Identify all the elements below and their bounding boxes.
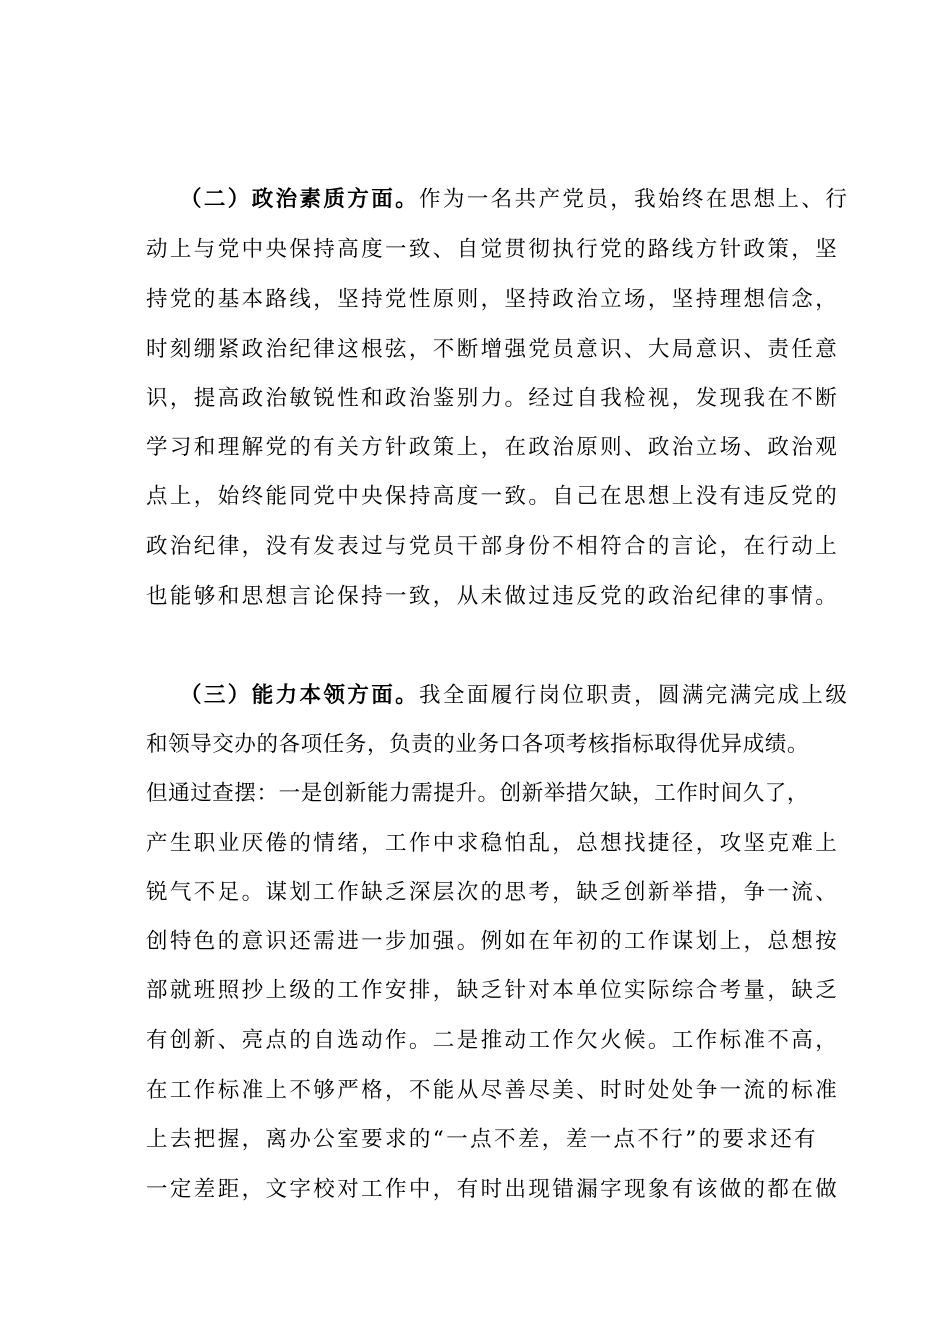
paragraph-line: 和领导交办的各项任务，负责的业务口各项考核指标取得优异成绩。 — [146, 732, 810, 757]
paragraph-line: 动上与党中央保持高度一致、自觉贯彻执行党的路线方针政策，坚 — [146, 237, 840, 262]
paragraph-line — [180, 676, 860, 716]
paragraph-line: 持党的基本路线，坚持党性原则，坚持政治立场，坚持理想信念， — [146, 287, 840, 312]
paragraph-line: 上去把握，离办公室要求的“一点不差，差一点不行”的要求还有 — [146, 1127, 819, 1152]
paragraph-line: 点上，始终能同党中央保持高度一致。自己在思想上没有违反党的 — [146, 484, 840, 509]
paragraph-line: 在工作标准上不够严格，不能从尽善尽美、时时处处争一流的标准 — [146, 1078, 840, 1103]
paragraph-line: 部就班照抄上级的工作安排，缺乏针对本单位实际综合考量，缺乏 — [146, 978, 840, 1003]
paragraph-line — [180, 180, 860, 220]
paragraph-line: 有创新、亮点的自选动作。二是推动工作欠火候。工作标准不高， — [146, 1028, 840, 1053]
paragraph-line: 时刻绷紧政治纪律这根弦，不断增强党员意识、大局意识、责任意 — [146, 337, 840, 362]
section-heading: （二）政治素质方面。 — [180, 187, 420, 212]
section-heading: （三）能力本领方面。 — [180, 683, 420, 708]
paragraph-line: 学习和理解党的有关方针政策上，在政治原则、政治立场、政治观 — [146, 435, 840, 460]
paragraph-text: 作为一名共产党员，我始终在思想上、行 — [419, 187, 850, 212]
paragraph-text: 我全面履行岗位职责，圆满完满完成上级 — [419, 683, 850, 708]
paragraph-line: 政治纪律，没有发表过与党员干部身份不相符合的言论，在行动上 — [146, 534, 840, 559]
paragraph-line: 创特色的意识还需进一步加强。例如在年初的工作谋划上，总想按 — [146, 929, 840, 954]
paragraph-line: 也能够和思想言论保持一致，从未做过违反党的政治纪律的事情。 — [146, 584, 840, 609]
paragraph-line: 识，提高政治敏锐性和政治鉴别力。经过自我检视，发现我在不断 — [146, 386, 840, 411]
paragraph-line: 但通过查摆：一是创新能力需提升。创新举措欠缺，工作时间久了， — [146, 781, 810, 806]
paragraph-line: 一定差距，文字校对工作中，有时出现错漏字现象有该做的都在做 — [146, 1177, 840, 1202]
paragraph-line: 产生职业厌倦的情绪，工作中求稳怕乱，总想找捷径，攻坚克难上 — [146, 831, 840, 856]
paragraph-line: 锐气不足。谋划工作缺乏深层次的思考，缺乏创新举措，争一流、 — [146, 880, 840, 905]
